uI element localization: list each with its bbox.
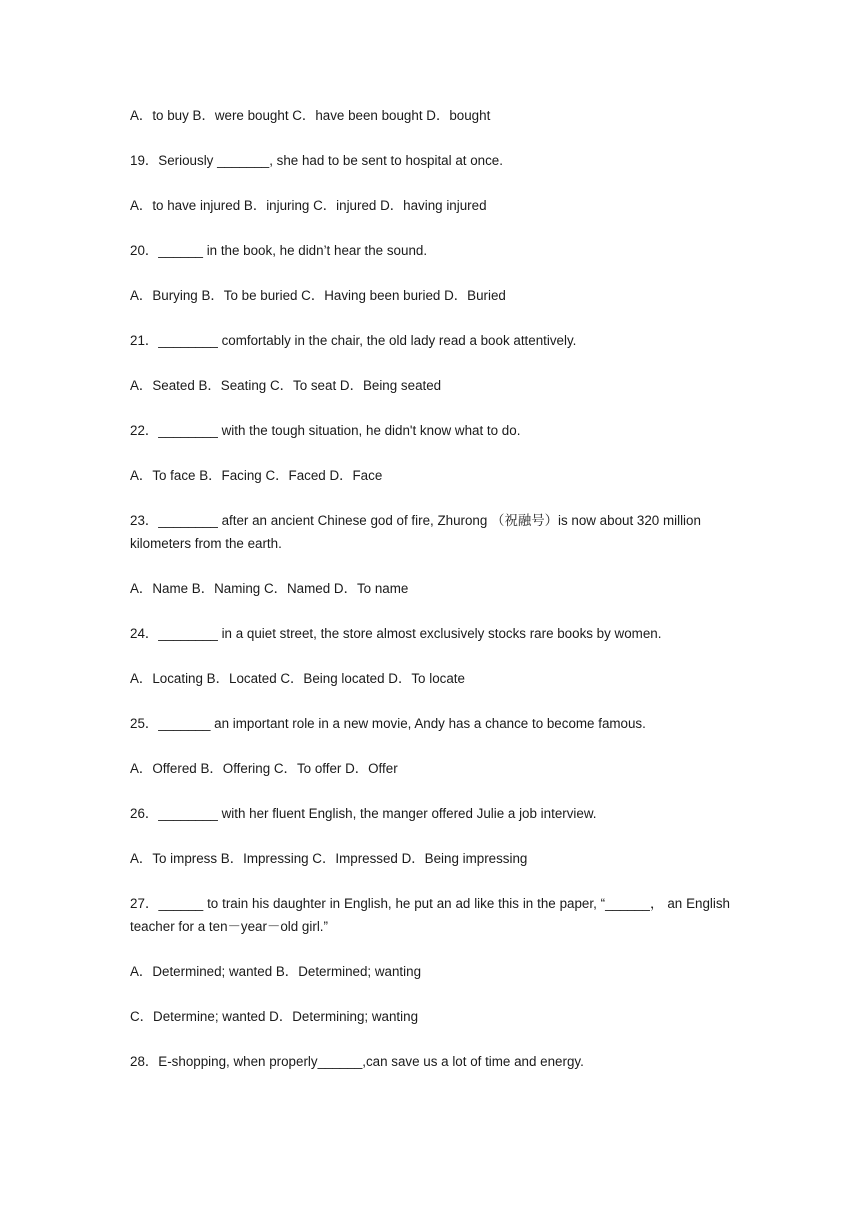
question-23: 23．________ after an ancient Chinese god of fire, Zhurong （祝融号）is now about 320 million kilometers from the earth. [130,513,701,551]
answer-options-24: A．Locating B．Located C．Being located D．To locate [130,671,465,686]
question-22: 22．________ with the tough situation, he didn't know what to do. [130,423,521,438]
answer-options-18: A．to buy B．were bought C．have been bought D．bought [130,108,491,123]
answer-options-21: A．Seated B．Seating C．To seat D．Being seated [130,378,442,393]
answer-options-22: A．To face B．Facing C．Faced D．Face [130,468,383,483]
answer-options-23: A．Name B．Naming C．Named D．To name [130,581,409,596]
answer-options-26: A．To impress B．Impressing C．Impressed D．Being impressing [130,851,528,866]
question-19: 19．Seriously _______, she had to be sent to hospital at once. [130,153,503,168]
question-28: 28．E-shopping, when properly______,can save us a lot of time and energy. [130,1054,584,1069]
answer-options-25: A．Offered B．Offering C．To offer D．Offer [130,761,398,776]
question-20: 20．______ in the book, he didn’t hear the sound. [130,243,428,258]
question-24: 24．________ in a quiet street, the store almost exclusively stocks rare books by women. [130,626,662,641]
answer-options-27-ab: A．Determined; wanted B．Determined; wanting [130,964,422,979]
answer-options-27-cd: C．Determine; wanted D．Determining; wanting [130,1009,419,1024]
question-26: 26．________ with her fluent English, the manger offered Julie a job interview. [130,806,597,821]
question-27: 27．______ to train his daughter in English, he put an ad like this in the paper, “______， an English teacher for a ten－year－old girl.” [130,896,730,934]
question-25: 25．_______ an important role in a new movie, Andy has a chance to become famous. [130,716,646,731]
answer-options-19: A．to have injured B．injuring C．injured D．having injured [130,198,487,213]
answer-options-20: A．Burying B．To be buried C．Having been buried D．Buried [130,288,506,303]
question-21: 21．________ comfortably in the chair, the old lady read a book attentively. [130,333,577,348]
